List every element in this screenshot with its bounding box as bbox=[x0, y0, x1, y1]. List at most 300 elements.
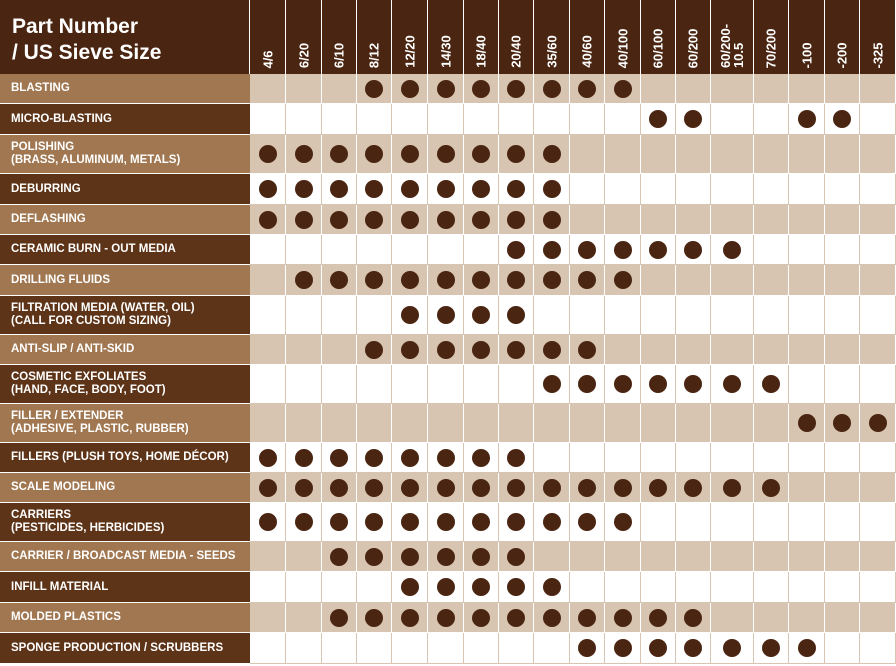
table-cell bbox=[286, 473, 322, 503]
column-header-label: -325 bbox=[870, 41, 885, 69]
row-label bbox=[0, 174, 250, 205]
table-cell bbox=[754, 235, 789, 265]
filled-circle-icon bbox=[330, 271, 348, 289]
table-cell bbox=[357, 335, 392, 365]
table-cell bbox=[825, 74, 860, 104]
row-label-line: (PESTICIDES, HERBICIDES) bbox=[11, 522, 165, 534]
filled-circle-icon bbox=[684, 241, 702, 259]
table-cell bbox=[570, 235, 605, 265]
table-cell bbox=[711, 104, 754, 135]
table-cell bbox=[464, 74, 499, 104]
table-cell bbox=[641, 135, 676, 174]
table-cell bbox=[357, 265, 392, 296]
table-cell bbox=[392, 296, 428, 335]
table-cell bbox=[464, 265, 499, 296]
table-cell bbox=[392, 205, 428, 235]
table-cell bbox=[825, 404, 860, 443]
table-cell bbox=[860, 572, 896, 603]
table-cell bbox=[357, 74, 392, 104]
row-label bbox=[0, 572, 250, 603]
table-cell bbox=[499, 296, 534, 335]
table-cell bbox=[570, 74, 605, 104]
table-cell bbox=[641, 365, 676, 404]
table-cell bbox=[357, 235, 392, 265]
table-cell bbox=[499, 473, 534, 503]
row-label bbox=[0, 205, 250, 235]
table-cell bbox=[322, 205, 357, 235]
filled-circle-icon bbox=[507, 145, 525, 163]
table-cell bbox=[534, 135, 570, 174]
table-cell bbox=[250, 335, 286, 365]
filled-circle-icon bbox=[401, 449, 419, 467]
column-header-label: 6/20 bbox=[296, 42, 311, 69]
filled-circle-icon bbox=[578, 375, 596, 393]
column-header-label: 40/60 bbox=[579, 35, 595, 68]
table-cell bbox=[754, 74, 789, 104]
column-header bbox=[605, 0, 641, 74]
table-cell bbox=[605, 473, 641, 503]
table-cell bbox=[322, 443, 357, 473]
row-label-line: MICRO-BLASTING bbox=[11, 112, 112, 125]
table-cell bbox=[464, 135, 499, 174]
filled-circle-icon bbox=[543, 241, 561, 259]
table-cell bbox=[392, 335, 428, 365]
table-cell bbox=[641, 235, 676, 265]
filled-circle-icon bbox=[578, 513, 596, 531]
column-header bbox=[357, 0, 392, 74]
table-cell bbox=[322, 473, 357, 503]
filled-circle-icon bbox=[437, 609, 455, 627]
table-cell bbox=[499, 174, 534, 205]
row-label-line: CARRIERS bbox=[11, 509, 72, 521]
row-label-line: DEBURRING bbox=[11, 182, 81, 195]
table-cell bbox=[286, 235, 322, 265]
filled-circle-icon bbox=[614, 479, 632, 497]
table-cell bbox=[641, 104, 676, 135]
filled-circle-icon bbox=[507, 479, 525, 497]
filled-circle-icon bbox=[330, 479, 348, 497]
table-cell bbox=[711, 135, 754, 174]
filled-circle-icon bbox=[762, 479, 780, 497]
table-cell bbox=[711, 603, 754, 633]
table-cell bbox=[286, 104, 322, 135]
table-cell bbox=[711, 473, 754, 503]
table-cell bbox=[357, 542, 392, 572]
filled-circle-icon bbox=[437, 548, 455, 566]
table-cell bbox=[605, 174, 641, 205]
table-cell bbox=[250, 365, 286, 404]
filled-circle-icon bbox=[437, 211, 455, 229]
table-cell bbox=[789, 265, 825, 296]
table-cell bbox=[754, 603, 789, 633]
filled-circle-icon bbox=[507, 513, 525, 531]
table-cell bbox=[250, 503, 286, 542]
column-header bbox=[754, 0, 789, 74]
row-label bbox=[0, 335, 250, 365]
table-cell bbox=[605, 365, 641, 404]
table-cell bbox=[825, 603, 860, 633]
table-cell bbox=[676, 235, 711, 265]
table-cell bbox=[286, 572, 322, 603]
table-cell bbox=[250, 572, 286, 603]
row-label-line: COSMETIC EXFOLIATES bbox=[11, 371, 147, 383]
table-cell bbox=[641, 174, 676, 205]
filled-circle-icon bbox=[684, 479, 702, 497]
table-cell bbox=[605, 443, 641, 473]
table-cell bbox=[392, 74, 428, 104]
column-header-label: 14/30 bbox=[438, 35, 453, 68]
table-cell bbox=[464, 104, 499, 135]
filled-circle-icon bbox=[798, 414, 816, 432]
table-cell bbox=[286, 296, 322, 335]
filled-circle-icon bbox=[762, 375, 780, 393]
table-cell bbox=[860, 603, 896, 633]
filled-circle-icon bbox=[472, 609, 490, 627]
table-cell bbox=[392, 503, 428, 542]
table-cell bbox=[754, 542, 789, 572]
filled-circle-icon bbox=[472, 513, 490, 531]
table-cell bbox=[322, 235, 357, 265]
table-cell bbox=[357, 633, 392, 664]
filled-circle-icon bbox=[543, 479, 561, 497]
filled-circle-icon bbox=[543, 80, 561, 98]
row-label-line: INFILL MATERIAL bbox=[11, 580, 109, 593]
filled-circle-icon bbox=[543, 211, 561, 229]
table-cell bbox=[499, 104, 534, 135]
table-cell bbox=[825, 235, 860, 265]
filled-circle-icon bbox=[798, 110, 816, 128]
filled-circle-icon bbox=[472, 578, 490, 596]
table-cell bbox=[860, 443, 896, 473]
table-cell bbox=[357, 503, 392, 542]
table-cell bbox=[286, 603, 322, 633]
table-cell bbox=[250, 104, 286, 135]
filled-circle-icon bbox=[472, 145, 490, 163]
table-cell bbox=[676, 335, 711, 365]
filled-circle-icon bbox=[365, 80, 383, 98]
filled-circle-icon bbox=[401, 513, 419, 531]
table-cell bbox=[860, 542, 896, 572]
table-cell bbox=[322, 365, 357, 404]
table-cell bbox=[825, 335, 860, 365]
table-cell bbox=[825, 443, 860, 473]
table-cell bbox=[789, 174, 825, 205]
table-cell bbox=[605, 104, 641, 135]
table-cell bbox=[286, 542, 322, 572]
table-cell bbox=[428, 503, 464, 542]
column-header-label: -200 bbox=[834, 41, 850, 69]
table-cell bbox=[825, 473, 860, 503]
table-cell bbox=[250, 235, 286, 265]
column-header bbox=[286, 0, 322, 74]
row-label-line: POLISHING bbox=[11, 141, 75, 153]
table-cell bbox=[676, 572, 711, 603]
table-cell bbox=[357, 174, 392, 205]
filled-circle-icon bbox=[684, 110, 702, 128]
table-cell bbox=[825, 296, 860, 335]
table-cell bbox=[605, 235, 641, 265]
table-cell bbox=[754, 296, 789, 335]
table-cell bbox=[357, 104, 392, 135]
filled-circle-icon bbox=[543, 375, 561, 393]
table-cell bbox=[499, 443, 534, 473]
filled-circle-icon bbox=[401, 548, 419, 566]
table-cell bbox=[711, 174, 754, 205]
filled-circle-icon bbox=[437, 145, 455, 163]
column-header-label: 40/100 bbox=[615, 28, 630, 68]
table-cell bbox=[392, 104, 428, 135]
filled-circle-icon bbox=[869, 414, 887, 432]
filled-circle-icon bbox=[401, 271, 419, 289]
table-cell bbox=[250, 542, 286, 572]
filled-circle-icon bbox=[472, 479, 490, 497]
table-cell bbox=[250, 174, 286, 205]
column-header bbox=[676, 0, 711, 74]
table-cell bbox=[357, 443, 392, 473]
filled-circle-icon bbox=[543, 513, 561, 531]
table-cell bbox=[286, 404, 322, 443]
table-cell bbox=[286, 503, 322, 542]
table-cell bbox=[322, 74, 357, 104]
table-cell bbox=[322, 572, 357, 603]
table-cell bbox=[711, 296, 754, 335]
filled-circle-icon bbox=[437, 180, 455, 198]
row-label bbox=[0, 404, 250, 443]
table-cell bbox=[641, 296, 676, 335]
table-cell bbox=[250, 296, 286, 335]
table-cell bbox=[322, 603, 357, 633]
table-cell bbox=[754, 473, 789, 503]
filled-circle-icon bbox=[507, 211, 525, 229]
table-cell bbox=[711, 404, 754, 443]
filled-circle-icon bbox=[578, 639, 596, 657]
table-cell bbox=[754, 572, 789, 603]
filled-circle-icon bbox=[507, 80, 525, 98]
table-cell bbox=[605, 572, 641, 603]
table-cell bbox=[789, 235, 825, 265]
filled-circle-icon bbox=[330, 180, 348, 198]
row-label-line: DEFLASHING bbox=[11, 213, 86, 225]
filled-circle-icon bbox=[507, 449, 525, 467]
filled-circle-icon bbox=[259, 180, 277, 198]
table-cell bbox=[860, 174, 896, 205]
filled-circle-icon bbox=[614, 639, 632, 657]
table-cell bbox=[499, 235, 534, 265]
filled-circle-icon bbox=[507, 180, 525, 198]
table-cell bbox=[860, 235, 896, 265]
table-cell bbox=[711, 335, 754, 365]
filled-circle-icon bbox=[472, 80, 490, 98]
column-header bbox=[860, 0, 896, 74]
table-cell bbox=[392, 443, 428, 473]
table-title-line2: / US Sieve Size bbox=[12, 41, 162, 64]
table-cell bbox=[428, 473, 464, 503]
table-cell bbox=[464, 503, 499, 542]
table-cell bbox=[860, 296, 896, 335]
filled-circle-icon bbox=[437, 271, 455, 289]
row-label bbox=[0, 503, 250, 542]
column-header bbox=[392, 0, 428, 74]
table-cell bbox=[428, 572, 464, 603]
table-cell bbox=[605, 135, 641, 174]
table-cell bbox=[250, 404, 286, 443]
column-header-label: 70/200 bbox=[763, 28, 779, 68]
table-cell bbox=[860, 335, 896, 365]
table-cell bbox=[322, 296, 357, 335]
table-cell bbox=[825, 572, 860, 603]
table-cell bbox=[322, 265, 357, 296]
table-cell bbox=[825, 205, 860, 235]
table-cell bbox=[570, 135, 605, 174]
table-cell bbox=[250, 265, 286, 296]
table-cell bbox=[711, 633, 754, 664]
table-cell bbox=[641, 473, 676, 503]
table-cell bbox=[357, 572, 392, 603]
table-cell bbox=[250, 603, 286, 633]
table-cell bbox=[605, 404, 641, 443]
table-cell bbox=[428, 205, 464, 235]
table-cell bbox=[860, 365, 896, 404]
table-cell bbox=[754, 174, 789, 205]
column-header-label: 60/200- 10.5 bbox=[718, 23, 746, 69]
filled-circle-icon bbox=[614, 609, 632, 627]
table-cell bbox=[464, 542, 499, 572]
table-cell bbox=[499, 633, 534, 664]
filled-circle-icon bbox=[614, 80, 632, 98]
table-cell bbox=[392, 633, 428, 664]
table-cell bbox=[464, 335, 499, 365]
table-cell bbox=[464, 174, 499, 205]
filled-circle-icon bbox=[833, 414, 851, 432]
table-cell bbox=[754, 633, 789, 664]
column-header-label: 12/20 bbox=[402, 35, 417, 68]
table-cell bbox=[754, 365, 789, 404]
table-cell bbox=[534, 365, 570, 404]
table-cell bbox=[711, 572, 754, 603]
row-label bbox=[0, 74, 250, 104]
table-cell bbox=[570, 104, 605, 135]
filled-circle-icon bbox=[365, 449, 383, 467]
table-cell bbox=[428, 365, 464, 404]
filled-circle-icon bbox=[543, 341, 561, 359]
table-cell bbox=[641, 404, 676, 443]
table-cell bbox=[534, 572, 570, 603]
table-cell bbox=[357, 205, 392, 235]
filled-circle-icon bbox=[437, 513, 455, 531]
column-header bbox=[570, 0, 605, 74]
table-cell bbox=[322, 542, 357, 572]
row-label-line: FILLERS (PLUSH TOYS, HOME DÉCOR) bbox=[11, 451, 229, 463]
table-cell bbox=[357, 404, 392, 443]
filled-circle-icon bbox=[649, 479, 667, 497]
filled-circle-icon bbox=[649, 241, 667, 259]
column-header bbox=[250, 0, 286, 74]
filled-circle-icon bbox=[507, 578, 525, 596]
filled-circle-icon bbox=[401, 145, 419, 163]
row-label bbox=[0, 296, 250, 335]
filled-circle-icon bbox=[649, 110, 667, 128]
table-cell bbox=[570, 572, 605, 603]
table-cell bbox=[860, 135, 896, 174]
table-cell bbox=[605, 603, 641, 633]
table-cell bbox=[534, 503, 570, 542]
table-cell bbox=[499, 572, 534, 603]
table-cell bbox=[428, 633, 464, 664]
table-cell bbox=[392, 603, 428, 633]
table-cell bbox=[754, 205, 789, 235]
table-cell bbox=[570, 603, 605, 633]
table-cell bbox=[570, 542, 605, 572]
table-cell bbox=[789, 503, 825, 542]
table-cell bbox=[534, 542, 570, 572]
table-cell bbox=[464, 603, 499, 633]
table-cell bbox=[789, 104, 825, 135]
filled-circle-icon bbox=[330, 513, 348, 531]
table-cell bbox=[789, 542, 825, 572]
table-cell bbox=[392, 235, 428, 265]
table-cell bbox=[789, 205, 825, 235]
table-cell bbox=[754, 443, 789, 473]
table-cell bbox=[322, 335, 357, 365]
table-cell bbox=[322, 174, 357, 205]
filled-circle-icon bbox=[401, 180, 419, 198]
table-cell bbox=[641, 542, 676, 572]
table-cell bbox=[676, 135, 711, 174]
row-label bbox=[0, 235, 250, 265]
table-cell bbox=[570, 633, 605, 664]
table-cell bbox=[392, 174, 428, 205]
table-cell bbox=[789, 404, 825, 443]
table-cell bbox=[570, 473, 605, 503]
table-cell bbox=[676, 503, 711, 542]
column-header-label: 60/200 bbox=[685, 28, 701, 68]
filled-circle-icon bbox=[330, 145, 348, 163]
row-label-line: ANTI-SLIP / ANTI-SKID bbox=[11, 343, 135, 355]
row-label-line: (HAND, FACE, BODY, FOOT) bbox=[11, 384, 166, 396]
table-cell bbox=[392, 404, 428, 443]
table-cell bbox=[392, 473, 428, 503]
table-cell bbox=[464, 443, 499, 473]
filled-circle-icon bbox=[365, 341, 383, 359]
filled-circle-icon bbox=[401, 80, 419, 98]
table-cell bbox=[428, 135, 464, 174]
table-cell bbox=[570, 365, 605, 404]
filled-circle-icon bbox=[365, 609, 383, 627]
table-cell bbox=[428, 443, 464, 473]
table-cell bbox=[570, 174, 605, 205]
table-cell bbox=[464, 473, 499, 503]
table-cell bbox=[676, 174, 711, 205]
table-cell bbox=[711, 503, 754, 542]
row-label-line: BLASTING bbox=[11, 82, 70, 94]
table-cell bbox=[825, 542, 860, 572]
table-cell bbox=[641, 265, 676, 296]
table-cell bbox=[641, 633, 676, 664]
column-header bbox=[825, 0, 860, 74]
table-cell bbox=[605, 335, 641, 365]
filled-circle-icon bbox=[472, 306, 490, 324]
table-cell bbox=[286, 265, 322, 296]
filled-circle-icon bbox=[578, 341, 596, 359]
table-cell bbox=[286, 135, 322, 174]
filled-circle-icon bbox=[472, 548, 490, 566]
table-cell bbox=[570, 265, 605, 296]
table-cell bbox=[428, 296, 464, 335]
table-cell bbox=[428, 174, 464, 205]
table-cell bbox=[605, 633, 641, 664]
filled-circle-icon bbox=[543, 271, 561, 289]
table-cell bbox=[286, 174, 322, 205]
